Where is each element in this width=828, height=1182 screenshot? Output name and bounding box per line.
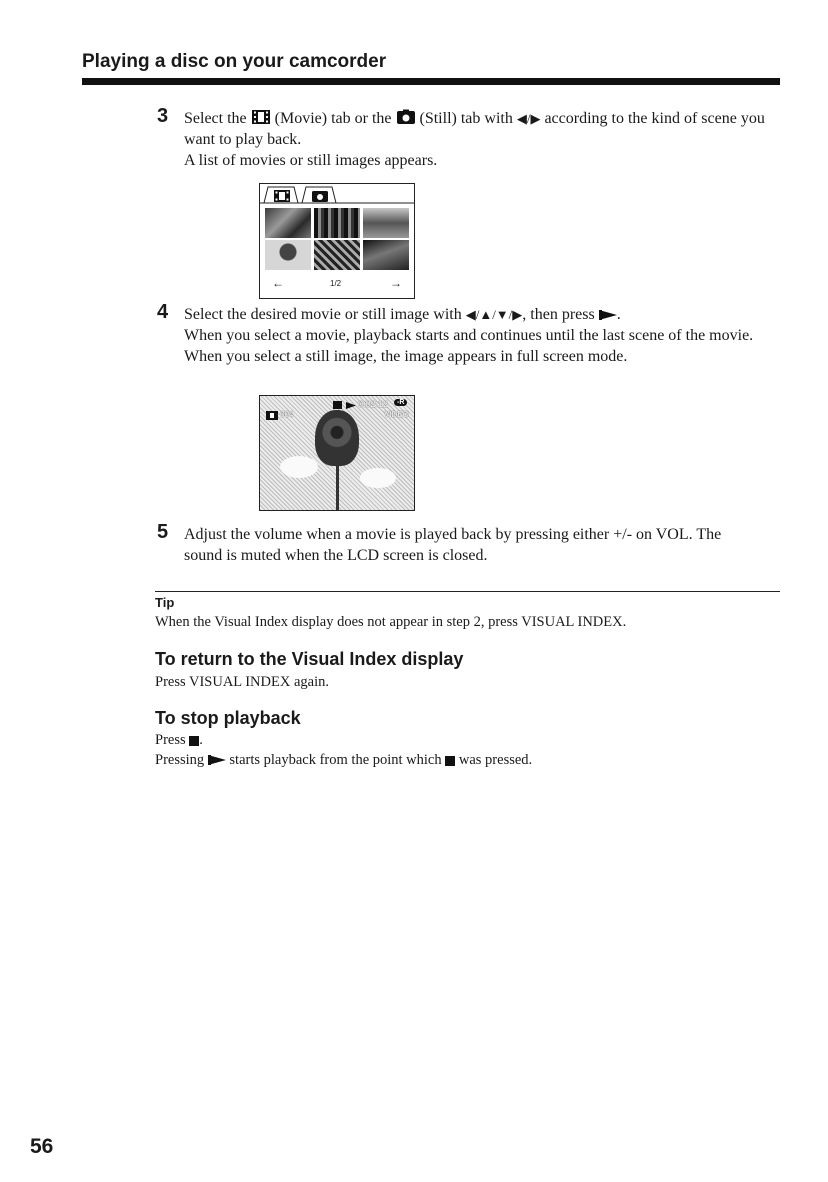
step-4-text-b: , then press bbox=[522, 306, 595, 323]
thumbnail bbox=[363, 208, 409, 238]
step-4-text-c: . bbox=[616, 306, 621, 323]
next-page-arrow-icon: → bbox=[390, 276, 402, 290]
step-4-number: 4 bbox=[157, 301, 169, 323]
stop-icon bbox=[445, 756, 455, 766]
play-indicator-icon bbox=[346, 402, 356, 409]
thumbnail bbox=[314, 240, 360, 270]
visual-index-figure bbox=[259, 183, 415, 299]
stop-text-2a: Pressing bbox=[155, 752, 205, 768]
thumbnail bbox=[265, 240, 311, 270]
step-3-line-2: A list of movies or still images appears. bbox=[184, 152, 438, 169]
stop-text-1 bbox=[155, 730, 203, 750]
step-4-text bbox=[184, 304, 774, 367]
stop-text-2 bbox=[155, 750, 532, 770]
video-mode-label: VIDEO bbox=[384, 410, 409, 419]
still-tab-label: (Still) tab with bbox=[419, 110, 513, 127]
header-rule bbox=[82, 78, 780, 85]
step-3-text-b: according to the kind of scene you want to play back. bbox=[184, 110, 765, 148]
return-text: Press VISUAL INDEX again. bbox=[155, 674, 329, 690]
stop-text-1a: Press bbox=[155, 732, 186, 748]
stop-text-2c: was pressed. bbox=[458, 752, 533, 768]
step-3-number: 3 bbox=[157, 105, 169, 127]
petal-highlight bbox=[280, 456, 318, 478]
thumbnail bbox=[265, 208, 311, 238]
return-heading: To return to the Visual Index display bbox=[155, 649, 464, 669]
section-title: Playing a disc on your camcorder bbox=[82, 51, 387, 72]
stop-text-1b: . bbox=[199, 732, 203, 748]
still-tab-icon bbox=[396, 109, 416, 125]
petal-highlight bbox=[360, 468, 396, 488]
rose-image bbox=[315, 410, 359, 466]
tip-text: When the Visual Index display does not appear in step 2, press VISUAL INDEX. bbox=[155, 614, 627, 630]
direction-arrows-icon: ◀/▲/▼/▶ bbox=[465, 307, 523, 322]
movie-tab-icon bbox=[251, 109, 271, 125]
left-right-arrows-icon: ◀/▶ bbox=[516, 111, 541, 126]
tip-rule bbox=[155, 591, 780, 592]
thumbnail bbox=[363, 240, 409, 270]
index-movie-tab-icon bbox=[274, 190, 290, 202]
play-pause-icon bbox=[599, 309, 617, 321]
step-4-text-a: Select the desired movie or still image with bbox=[184, 306, 462, 323]
stop-heading: To stop playback bbox=[155, 708, 301, 728]
step-5-text: Adjust the volume when a movie is played back by pressing either +/- on VOL. The sound is muted when the LCD screen is closed. bbox=[184, 526, 722, 564]
disc-badge: -R bbox=[394, 399, 407, 406]
rose-stem bbox=[336, 464, 339, 510]
movie-file-icon bbox=[266, 411, 278, 420]
timecode: 0:02:12 bbox=[358, 399, 389, 409]
step-4-line-2: When you select a movie, playback starts and continues until the last scene of the movie. When you select a still image, the image appears in full screen mode. bbox=[184, 327, 754, 365]
page-indicator: 1/2 bbox=[330, 279, 342, 288]
tip-heading: Tip bbox=[155, 595, 175, 610]
movie-tab-label: (Movie) tab or the bbox=[274, 110, 392, 127]
play-pause-icon bbox=[208, 754, 226, 766]
page-number: 56 bbox=[30, 1135, 54, 1158]
prev-page-arrow-icon: ← bbox=[272, 276, 284, 290]
stop-text-2b: starts playback from the point which bbox=[229, 752, 442, 768]
playback-figure bbox=[259, 395, 415, 511]
stop-icon bbox=[189, 736, 199, 746]
thumbnail bbox=[314, 208, 360, 238]
index-still-tab-icon bbox=[312, 190, 328, 202]
file-number: 004 bbox=[280, 410, 294, 419]
step-3-text bbox=[184, 108, 784, 171]
disc-icon bbox=[333, 401, 342, 409]
step-3-text-a: Select the bbox=[184, 110, 247, 127]
step-5-number: 5 bbox=[157, 521, 169, 543]
